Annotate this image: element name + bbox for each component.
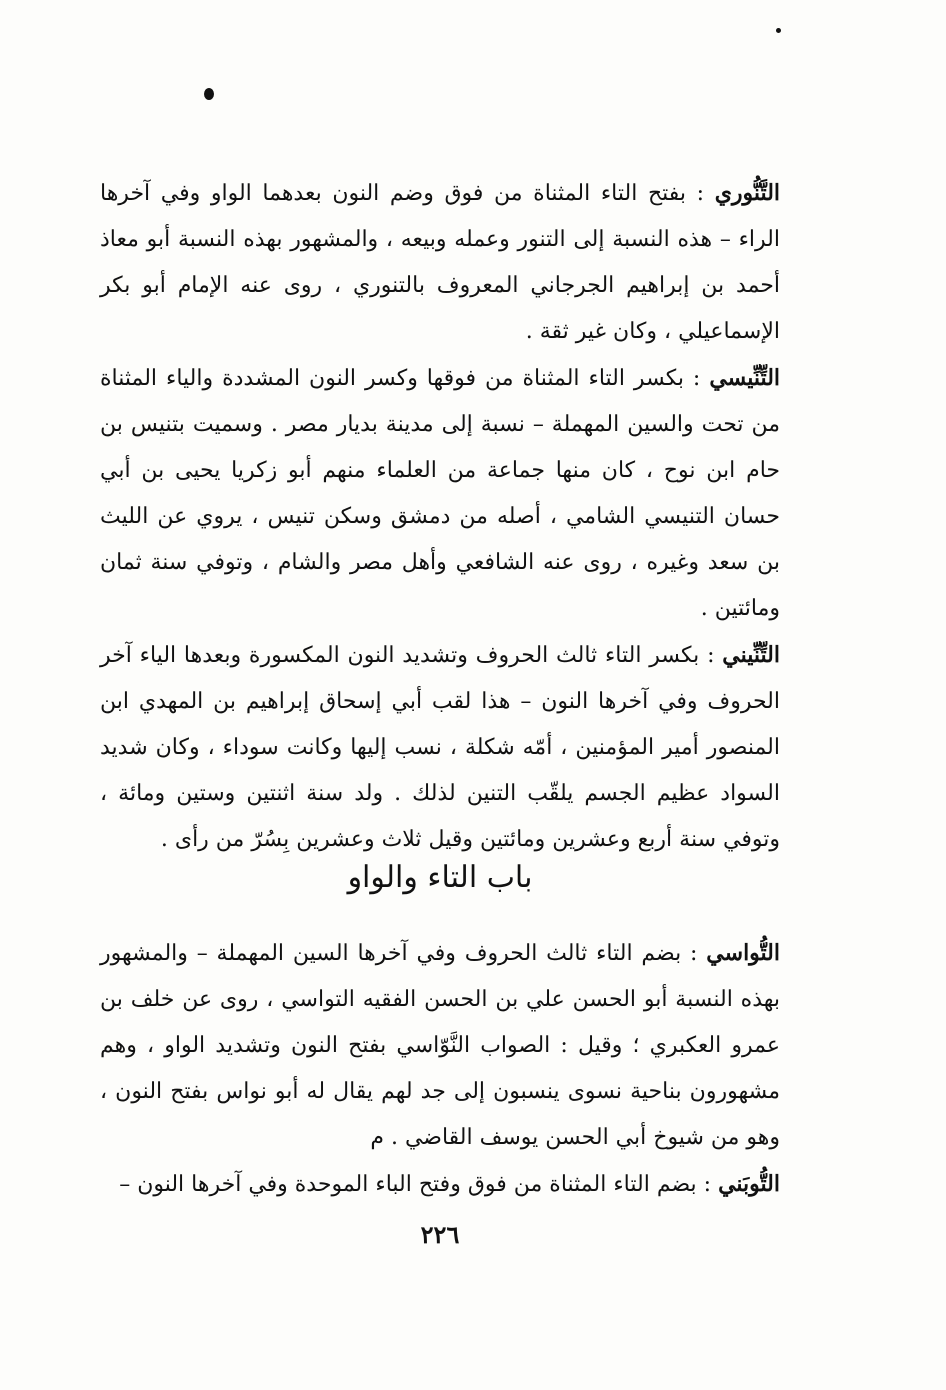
ink-speck: [204, 88, 214, 100]
entry-text: : بكسر التاء المثناة من فوقها وكسر النون المشددة والياء المثناة من تحت والسين المهملة – نسبة إلى مدينة بديار مصر . وسميت بتنيس بن حام ابن نوح ، كان منها جماعة من العلماء منهم أبو زكريا يحيى بن أبي حسان التنيسي الشامي ، أصله من دمشق وسكن تنيس ، يروي عن الليث بن سعد وغيره ، روى عنه الشافعي وأهل مصر والشام ، وتوفي سنة ثمان ومائتين .: [100, 366, 780, 621]
entries-bottom: [100, 930, 780, 1208]
entry-heading: التَّنُّوري: [714, 180, 781, 206]
entry-heading: التُّواسي: [706, 940, 780, 966]
entry-text: : بكسر التاء ثالث الحروف وتشديد النون المكسورة وبعدها الياء آخر الحروف وفي آخرها النون – هذا لقب أبي إسحاق إبراهيم بن المهدي ابن المنصور أمير المؤمنين ، أمّه شكلة ، نسب إليها وكانت سوداء ، وكان شديد السواد عظيم الجسم يلقّب التنين لذلك . ولد سنة اثنتين وستين ومائة ، وتوفي سنة أربع وعشرين ومائتين وقيل ثلاث وعشرين بِسُرّ من رأى .: [100, 643, 780, 852]
entry-text: : بفتح التاء المثناة من فوق وضم النون بعدهما الواو وفي آخرها الراء – هذه النسبة إلى التنور وعمله وبيعه ، والمشهور بهذه النسبة أبو معاذ أحمد بن إبراهيم الجرجاني المعروف بالتنوري ، روى عنه الإمام أبو بكر الإسماعيلي ، وكان غير ثقة .: [100, 181, 780, 344]
section-title: باب التاء والواو: [347, 860, 533, 895]
entry-text: : بضم التاء المثناة من فوق وفتح الباء الموحدة وفي آخرها النون –: [119, 1172, 712, 1197]
entries-top: [100, 170, 780, 863]
entry-tannuri: [100, 170, 780, 355]
entry-heading: التُّوبَني: [718, 1171, 780, 1197]
ink-speck: [776, 28, 781, 33]
entry-tinnini: [100, 632, 780, 863]
entry-text: : بضم التاء ثالث الحروف وفي آخرها السين المهملة – والمشهور بهذه النسبة أبو الحسن علي بن الحسن الفقيه التواسي ، روى عن خلف بن عمرو العكبري ؛ وقيل : الصواب النَّوّاسي بفتح النون وتشديد الواو ، وهم مشهورون بناحية نسوى ينسبون إلى جد لهم يقال له أبو نواس بفتح النون ، وهو من شيوخ أبي الحسن يوسف القاضي . م: [100, 941, 780, 1150]
entry-tinnisi: [100, 355, 780, 632]
entry-tubani: [100, 1161, 780, 1208]
entry-heading: التِّنِّيني: [722, 642, 780, 668]
entry-heading: التِّنِّيسي: [709, 365, 781, 391]
entry-tuwasi: [100, 930, 780, 1161]
page-number: ٢٢٦: [420, 1220, 460, 1249]
